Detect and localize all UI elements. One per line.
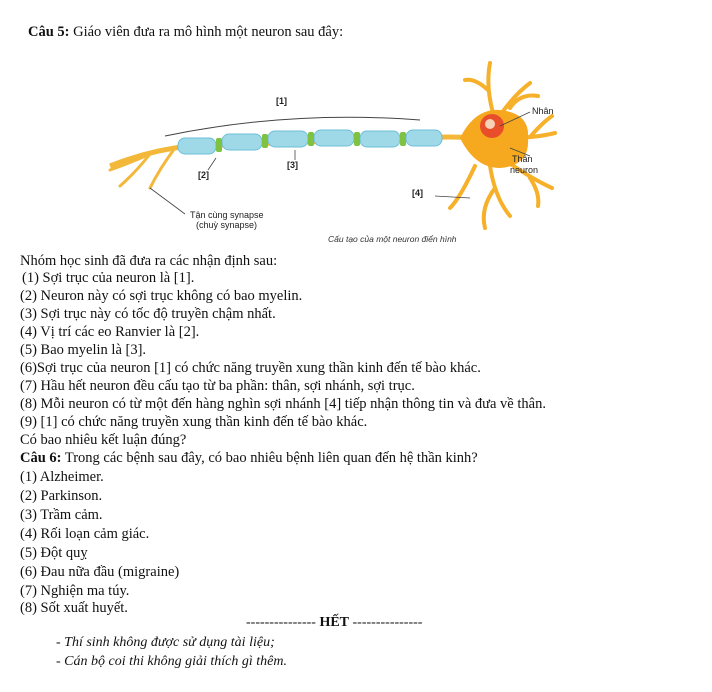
statement-6: (6)Sợi trục của neuron [1] có chức năng truyền xung thần kinh đến tế bào khác. [20, 360, 481, 376]
q6-title [20, 450, 478, 467]
label-1: [1] [276, 96, 287, 106]
q6-item-7: (7) Nghiện ma túy. [20, 583, 130, 599]
statement-2: (2) Neuron này có sợi trục không có bao myelin. [20, 288, 303, 304]
statement-3: (3) Sợi trục này có tốc độ truyền chậm nhất. [20, 306, 276, 322]
q6-item-3: (3) Trầm cảm. [20, 507, 103, 523]
statement-5: (5) Bao myelin là [3]. [20, 342, 147, 358]
q5-title-text: Giáo viên đưa ra mô hình một neuron sau đây: [73, 24, 344, 40]
q6-item-2: (2) Parkinson. [20, 488, 103, 504]
q6-item-5: (5) Đột quỵ [20, 545, 88, 561]
label-neuron: neuron [510, 165, 539, 175]
q6-item-6: (6) Đau nữa đầu (migraine) [20, 564, 180, 580]
q5-question: Có bao nhiêu kết luận đúng? [20, 432, 187, 448]
label-synapse-1: Tận cùng synapse [190, 210, 264, 220]
neuron-illustration [90, 38, 560, 250]
statement-9: (9) [1] có chức năng truyền xung thần kinh đến tế bào khác. [20, 414, 368, 430]
q5-number: Câu 5: [28, 24, 70, 40]
q6-number: Câu 6: [20, 450, 62, 466]
q6-title-text: Trong các bệnh sau đây, có bao nhiêu bệnh liên quan đến hệ thần kinh? [61, 450, 478, 466]
footer-note-1: - Thí sinh không được sử dụng tài liệu; [56, 635, 275, 650]
label-2: [2] [198, 170, 209, 180]
label-synapse-2: (chuỳ synapse) [196, 220, 258, 230]
label-than: Thân [512, 154, 533, 164]
label-3: [3] [287, 160, 298, 170]
nucleolus [485, 119, 495, 129]
q5-intro: Nhóm học sinh đã đưa ra các nhận định sau: [20, 253, 278, 269]
q6-item-4: (4) Rối loạn cảm giác. [20, 526, 150, 542]
statement-7: (7) Hầu hết neuron đều cấu tạo từ ba phần: thân, sợi nhánh, sợi trục. [20, 378, 415, 394]
statement-1: (1) Sợi trục của neuron là [1]. [22, 270, 195, 286]
figure-caption: Cấu tạo của một neuron điển hình [328, 234, 457, 244]
label-nhan: Nhân [532, 106, 554, 116]
statement-4: (4) Vị trí các eo Ranvier là [2]. [20, 324, 200, 340]
end-marker [246, 615, 422, 631]
dashes-right: --------------- [352, 615, 423, 630]
statement-8: (8) Mỗi neuron có từ một đến hàng nghìn sợi nhánh [4] tiếp nhận thông tin và đưa về thân. [20, 396, 546, 412]
q6-item-1: (1) Alzheimer. [20, 469, 104, 485]
neuron-figure [90, 38, 560, 250]
footer-note-2: - Cán bộ coi thi không giải thích gì thêm. [56, 654, 287, 669]
dashes-left: --------------- [246, 615, 316, 630]
end-word: HẾT [319, 615, 350, 630]
q6-item-8: (8) Sốt xuất huyết. [20, 600, 128, 616]
label-4: [4] [412, 188, 423, 198]
